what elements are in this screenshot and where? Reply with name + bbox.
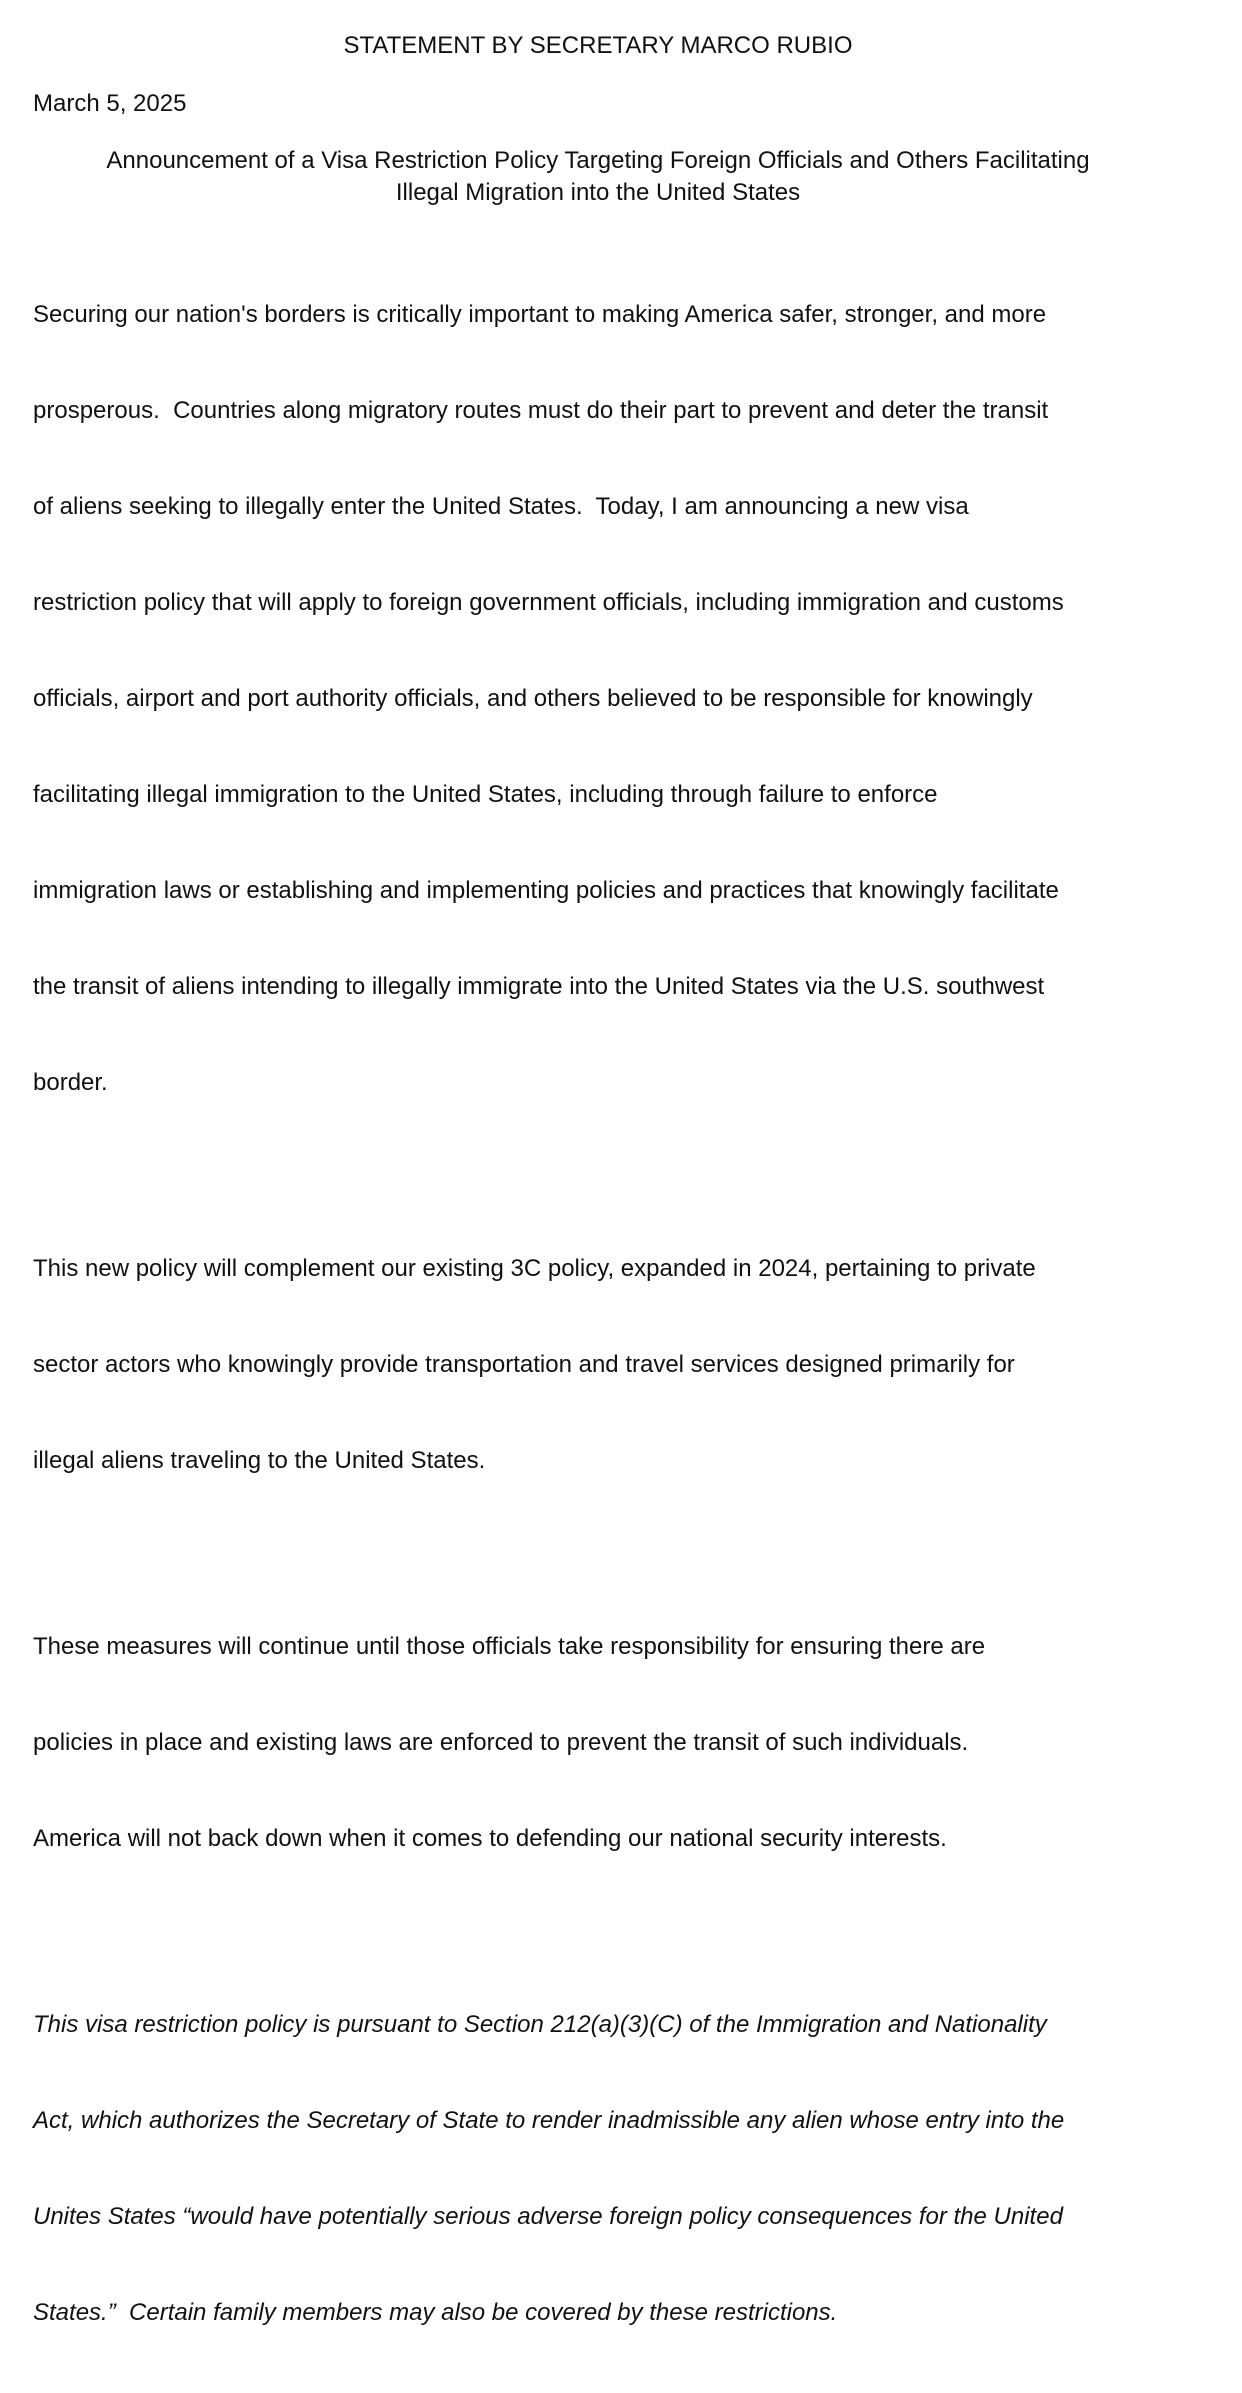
statement-date: March 5, 2025 <box>33 90 187 117</box>
paragraph-line: This new policy will complement our existing 3C policy, expanded in 2024, pertaining to private <box>33 1255 1036 1282</box>
paragraph-line: prosperous. Countries along migratory routes must do their part to prevent and deter the transit <box>33 397 1049 424</box>
paragraph-border-security <box>33 235 1163 1163</box>
paragraph-line: officials, airport and port authority officials, and others believed to be responsible for knowingly <box>33 685 1033 712</box>
paragraph-line: border. <box>33 1069 108 1096</box>
announcement-subtitle <box>33 145 1163 209</box>
paragraph-line: immigration laws or establishing and implementing policies and practices that knowingly facilitate <box>33 877 1059 904</box>
paragraph-line: America will not back down when it comes to defending our national security interests. <box>33 1825 947 1852</box>
paragraph-line: the transit of aliens intending to illegally immigrate into the United States via the U.S. southwest <box>33 973 1045 1000</box>
paragraph-line: This visa restriction policy is pursuant to Section 212(a)(3)(C) of the Immigration and Nationality <box>33 2011 1047 2038</box>
subtitle-line: Illegal Migration into the United States <box>395 179 801 206</box>
paragraph-legal-basis <box>33 1945 1163 2393</box>
paragraph-line: sector actors who knowingly provide transportation and travel services designed primarily for <box>33 1351 1015 1378</box>
paragraph-line: facilitating illegal immigration to the United States, including through failure to enforce <box>33 781 938 808</box>
paragraph-line: restriction policy that will apply to foreign government officials, including immigration and customs <box>33 589 1064 616</box>
paragraph-measures <box>33 1567 1163 1919</box>
statement-document <box>33 0 1163 2393</box>
paragraph-line: illegal aliens traveling to the United States. <box>33 1447 486 1474</box>
paragraph-line: Unites States “would have potentially serious adverse foreign policy consequences for the United <box>33 2203 1063 2230</box>
paragraph-3c-policy <box>33 1189 1163 1541</box>
subtitle-line: Announcement of a Visa Restriction Policy Targeting Foreign Officials and Others Facilitating <box>106 147 1090 174</box>
paragraph-line: policies in place and existing laws are enforced to prevent the transit of such individuals. <box>33 1729 969 1756</box>
paragraph-line: These measures will continue until those officials take responsibility for ensuring there are <box>33 1633 986 1660</box>
paragraph-line: States.” Certain family members may also be covered by these restrictions. <box>33 2299 838 2326</box>
paragraph-line: Securing our nation's borders is critically important to making America safer, stronger, and more <box>33 301 1047 328</box>
paragraph-line: Act, which authorizes the Secretary of State to render inadmissible any alien whose entry into the <box>33 2107 1065 2134</box>
statement-heading: STATEMENT BY SECRETARY MARCO RUBIO <box>343 32 853 59</box>
paragraph-line: of aliens seeking to illegally enter the United States. Today, I am announcing a new visa <box>33 493 969 520</box>
